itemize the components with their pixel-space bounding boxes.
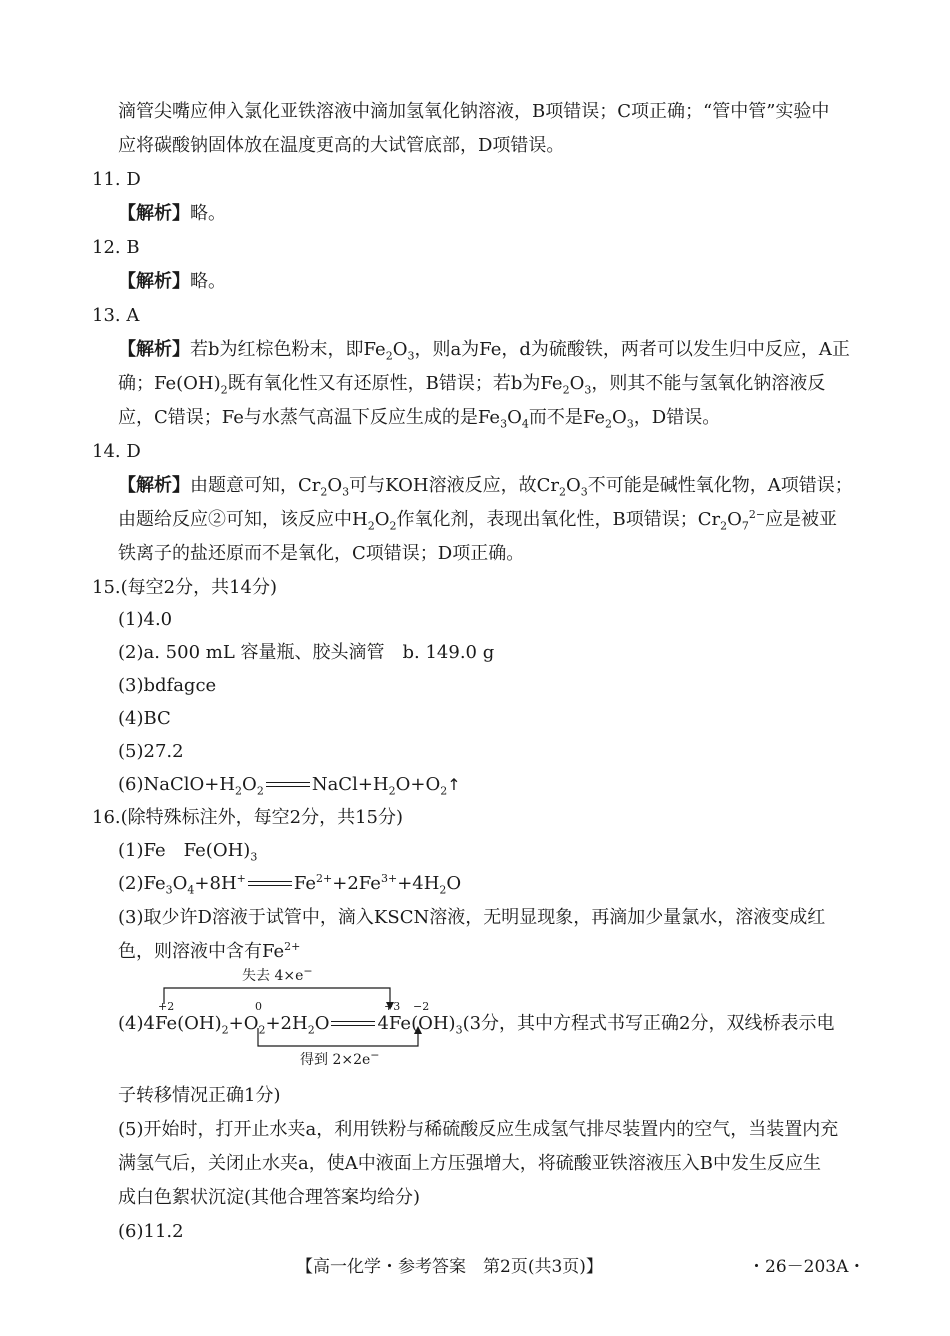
- subscript: 3: [250, 850, 258, 864]
- subscript: 3: [342, 485, 350, 499]
- text: O: [172, 873, 188, 894]
- answer-16-2: [118, 872, 461, 896]
- text: NaCl+H: [311, 774, 389, 795]
- text: ，则a为Fe，d为硫酸铁，两者可以发生归中反应，A正: [414, 339, 850, 360]
- superscript: 2+: [284, 940, 301, 953]
- answer-15-4: (4)BC: [118, 708, 171, 729]
- answer-15-2: (2)a. 500 mL 容量瓶、胶头滴管 b. 149.0 g: [118, 642, 495, 663]
- equals-sign: [264, 780, 312, 790]
- answer-16-1: [118, 839, 257, 863]
- oxidation-state: 0: [255, 1000, 262, 1013]
- subscript: 2: [235, 784, 243, 798]
- subscript: 2: [320, 485, 328, 499]
- analysis-13-line2: [118, 372, 825, 396]
- text: +2Fe: [332, 873, 381, 894]
- subscript: 3: [580, 485, 588, 499]
- subscript: 2: [605, 417, 613, 431]
- subscript: 2: [258, 1023, 266, 1037]
- text: 而不是Fe: [528, 407, 606, 428]
- gain-electron-label: [300, 1048, 380, 1072]
- subscript: 3: [626, 417, 634, 431]
- text: ，则其不能与氢氧化钠溶液反: [591, 373, 826, 394]
- text: (4)4Fe(OH): [118, 1013, 222, 1034]
- subscript: 2: [389, 519, 397, 533]
- subscript: 3: [500, 417, 508, 431]
- answer-16-4-line1: [118, 1012, 835, 1036]
- text: 若b为红棕色粉末，即Fe: [190, 339, 386, 360]
- subscript: 4: [521, 417, 529, 431]
- text: O: [565, 475, 581, 496]
- text: 失去 4×e: [242, 968, 304, 984]
- analysis-12: [118, 270, 226, 294]
- analysis-13-line1: [118, 338, 850, 362]
- text: (6)NaClO+H: [118, 774, 236, 795]
- text: +2H: [265, 1013, 308, 1034]
- subscript: 2: [720, 519, 728, 533]
- text: 可与KOH溶液反应，故Cr: [349, 475, 559, 496]
- superscript: 2+: [316, 872, 333, 885]
- question-13: 13. A: [92, 305, 140, 326]
- text-line: 应将碳酸钠固体放在温度更高的大试管底部，D项错误。: [118, 135, 565, 156]
- answer-16-3-line1: (3)取少许D溶液于试管中，滴入KSCN溶液，无明显现象，再滴加少量氯水，溶液变成红: [118, 907, 826, 928]
- superscript: +: [236, 872, 246, 885]
- text: (3分，其中方程式书写正确2分，双线桥表示电: [462, 1013, 835, 1034]
- subscript: 3: [407, 349, 415, 363]
- text: +O: [228, 1013, 259, 1034]
- subscript: 2: [439, 883, 447, 897]
- text: 由题给反应②可知，该反应中H: [118, 509, 368, 530]
- text: ，D错误。: [633, 407, 721, 428]
- analysis-14-line2: [118, 508, 837, 532]
- analysis-14-line1: [118, 474, 853, 498]
- analysis-text: 略。: [190, 271, 226, 292]
- question-12: 12. B: [92, 237, 140, 258]
- text: Fe: [293, 873, 317, 894]
- text: 不可能是碱性氧化物，A项错误；: [587, 475, 853, 496]
- text: O: [569, 373, 585, 394]
- text: 应，C错误；Fe与水蒸气高温下反应生成的是Fe: [118, 407, 501, 428]
- subscript: 2: [256, 784, 264, 798]
- page-code: ・26－203A・: [748, 1257, 866, 1277]
- analysis-11: [118, 202, 226, 226]
- analysis-tag: 【解析】: [118, 339, 190, 360]
- question-15: 15.(每空2分，共14分): [92, 577, 278, 598]
- text: O: [327, 475, 343, 496]
- analysis-text: 略。: [190, 203, 226, 224]
- superscript: −: [303, 964, 313, 978]
- text: O: [727, 509, 742, 530]
- answer-16-5-line2: 满氢气后，关闭止水夹a，使A中液面上方压强增大，将硫酸亚铁溶液压入B中发生反应生: [118, 1153, 821, 1174]
- text: 确；Fe(OH): [118, 373, 221, 394]
- text-line: 滴管尖嘴应伸入氯化亚铁溶液中滴加氢氧化钠溶液，B项错误；C项正确；“管中管”实验中: [118, 101, 830, 122]
- subscript: 2: [388, 784, 396, 798]
- answer-16-4-line2: 子转移情况正确1分): [118, 1085, 281, 1106]
- text: O: [374, 509, 390, 530]
- equals-sign: [246, 879, 294, 889]
- analysis-tag: 【解析】: [118, 203, 190, 224]
- text: (2)Fe: [118, 873, 166, 894]
- text: +8H: [194, 873, 237, 894]
- analysis-tag: 【解析】: [118, 271, 190, 292]
- subscript: 3: [455, 1023, 463, 1037]
- page-footer: 【高一化学・参考答案 第2页(共3页)】: [296, 1257, 603, 1277]
- text: O+O: [395, 774, 441, 795]
- subscript: 2: [440, 784, 448, 798]
- text: 色，则溶液中含有Fe: [118, 941, 285, 962]
- question-16: 16.(除特殊标注外，每空2分，共15分): [92, 807, 404, 828]
- text: 作氧化剂，表现出氧化性，B项错误；Cr: [396, 509, 721, 530]
- analysis-13-line3: [118, 406, 720, 430]
- subscript: 2: [221, 1023, 229, 1037]
- text: O: [314, 1013, 330, 1034]
- answer-16-5-line1: (5)开始时，打开止水夹a，利用铁粉与稀硫酸反应生成氢气排尽装置内的空气，当装置内充: [118, 1119, 839, 1140]
- up-arrow-icon: ↑: [447, 775, 461, 794]
- oxidation-state: +3: [384, 1000, 401, 1013]
- text: O: [242, 774, 257, 795]
- lose-bridge-line: [164, 988, 390, 1006]
- subscript: 7: [741, 519, 749, 533]
- superscript: 2−: [748, 508, 766, 521]
- question-11: 11. D: [92, 169, 141, 190]
- text: 应是被亚: [765, 509, 838, 530]
- text: 由题意可知，Cr: [190, 475, 321, 496]
- subscript: 2: [220, 383, 228, 397]
- superscript: −: [370, 1048, 380, 1062]
- oxidation-state: +2: [158, 1000, 175, 1013]
- text: 4Fe(OH): [377, 1013, 456, 1034]
- superscript: 3+: [380, 872, 398, 885]
- subscript: 3: [584, 383, 592, 397]
- text: O: [392, 339, 408, 360]
- subscript: 2: [307, 1023, 315, 1037]
- text: O: [612, 407, 627, 428]
- answer-16-6: (6)11.2: [118, 1221, 184, 1242]
- text: O: [446, 873, 462, 894]
- text: 既有氧化性又有还原性，B错误；若b为Fe: [227, 373, 563, 394]
- analysis-tag: 【解析】: [118, 475, 190, 496]
- answer-16-5-line3: 成白色絮状沉淀(其他合理答案均给分): [118, 1187, 421, 1208]
- oxidation-state: −2: [413, 1000, 430, 1013]
- analysis-14-line3: 铁离子的盐还原而不是氧化，C项错误；D项正确。: [118, 543, 525, 564]
- subscript: 2: [558, 485, 566, 499]
- subscript: 2: [562, 383, 570, 397]
- answer-15-5: (5)27.2: [118, 741, 184, 762]
- subscript: 3: [165, 883, 173, 897]
- text: +4H: [397, 873, 440, 894]
- answer-15-1: (1)4.0: [118, 609, 173, 630]
- text: 得到 2×2e: [300, 1052, 371, 1068]
- equals-sign: [329, 1019, 377, 1029]
- answer-15-3: (3)bdfagce: [118, 675, 217, 696]
- subscript: 2: [367, 519, 375, 533]
- question-14: 14. D: [92, 441, 141, 462]
- text: O: [507, 407, 522, 428]
- text: (1)Fe Fe(OH): [118, 840, 251, 861]
- lose-electron-label: [242, 964, 313, 988]
- subscript: 4: [187, 883, 195, 897]
- subscript: 2: [385, 349, 393, 363]
- answer-15-6: [118, 773, 461, 797]
